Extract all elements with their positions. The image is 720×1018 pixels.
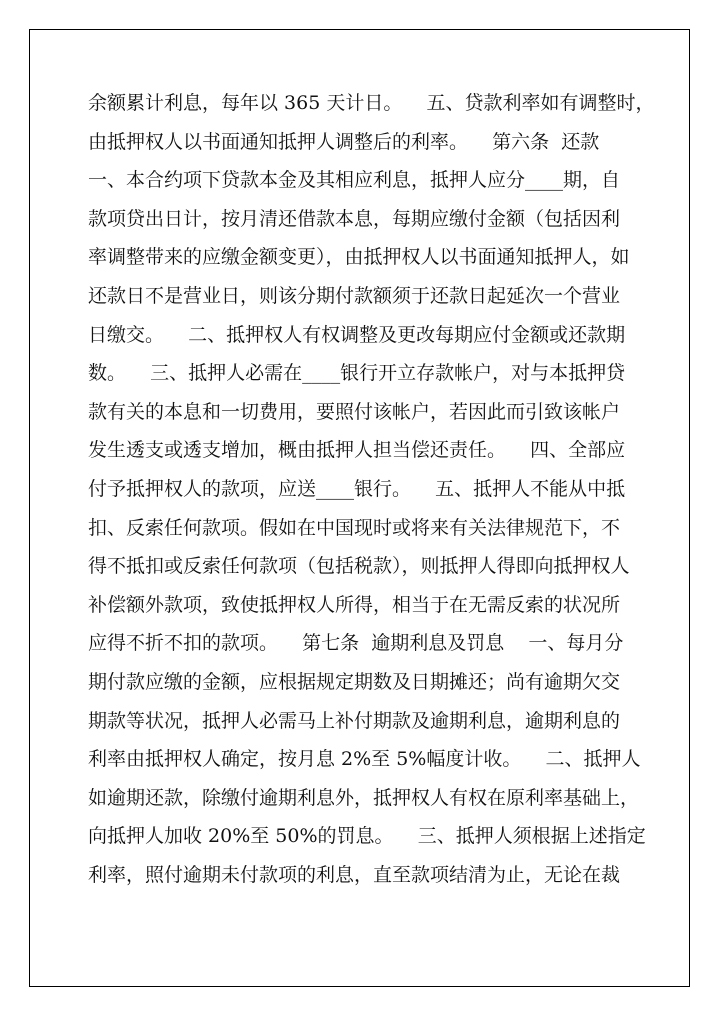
text-line: 率调整带来的应缴金额变更），由抵押权人以书面通知抵押人，如 bbox=[88, 246, 630, 269]
text-line: 款有关的本息和一切费用，要照付该帐户，若因此而引致该帐户 bbox=[88, 400, 621, 423]
text-line: 余额累计利息，每年以 365 天计日。 五、贷款利率如有调整时， bbox=[88, 92, 655, 114]
text-line: 发生透支或透支增加，概由抵押人担当偿还责任。 四、全部应 bbox=[88, 439, 626, 462]
text-line: 还款日不是营业日，则该分期付款额须于还款日起延次一个营业 bbox=[88, 284, 621, 307]
text-line: 期付款应缴的金额，应根据规定期数及日期摊还；尚有逾期欠交 bbox=[88, 670, 621, 693]
text-line: 一、本合约项下贷款本金及其相应利息，抵押人应分____期，自 bbox=[88, 169, 621, 192]
text-line: 期款等状况，抵押人必需马上补付期款及逾期利息，逾期利息的 bbox=[88, 709, 621, 732]
text-line: 应得不折不扣的款项。 第七条 逾期利息及罚息 一、每月分 bbox=[88, 632, 624, 655]
text-line: 数。 三、抵押人必需在____银行开立存款帐户，对与本抵押贷 bbox=[88, 362, 626, 385]
text-line: 如逾期还款，除缴付逾期利息外，抵押权人有权在原利率基础上， bbox=[88, 786, 640, 809]
text-line: 付予抵押权人的款项，应送____银行。 五、抵押人不能从中抵 bbox=[88, 477, 626, 500]
text-line: 日缴交。 二、抵押权人有权调整及更改每期应付金额或还款期 bbox=[88, 323, 626, 346]
text-line: 利率由抵押权人确定，按月息 2%至 5%幅度计收。 二、抵押人 bbox=[88, 748, 641, 771]
text-line: 扣、反索任何款项。假如在中国现时或将来有关法律规范下，不 bbox=[88, 516, 621, 539]
text-line: 由抵押权人以书面通知抵押人调整后的利率。 第六条 还款 bbox=[88, 130, 600, 153]
text-line: 补偿额外款项，致使抵押权人所得，相当于在无需反索的状况所 bbox=[88, 593, 621, 616]
text-line: 向抵押人加收 20%至 50%的罚息。 三、抵押人须根据上述指定 bbox=[88, 825, 646, 848]
text-line: 利率，照付逾期未付款项的利息，直至款项结清为止，无论在裁 bbox=[88, 863, 621, 886]
text-line: 款项贷出日计，按月清还借款本息，每期应缴付金额（包括因利 bbox=[88, 207, 621, 230]
text-line: 得不抵扣或反索任何款项（包括税款），则抵押人得即向抵押权人 bbox=[88, 555, 630, 578]
document-body bbox=[88, 84, 655, 894]
